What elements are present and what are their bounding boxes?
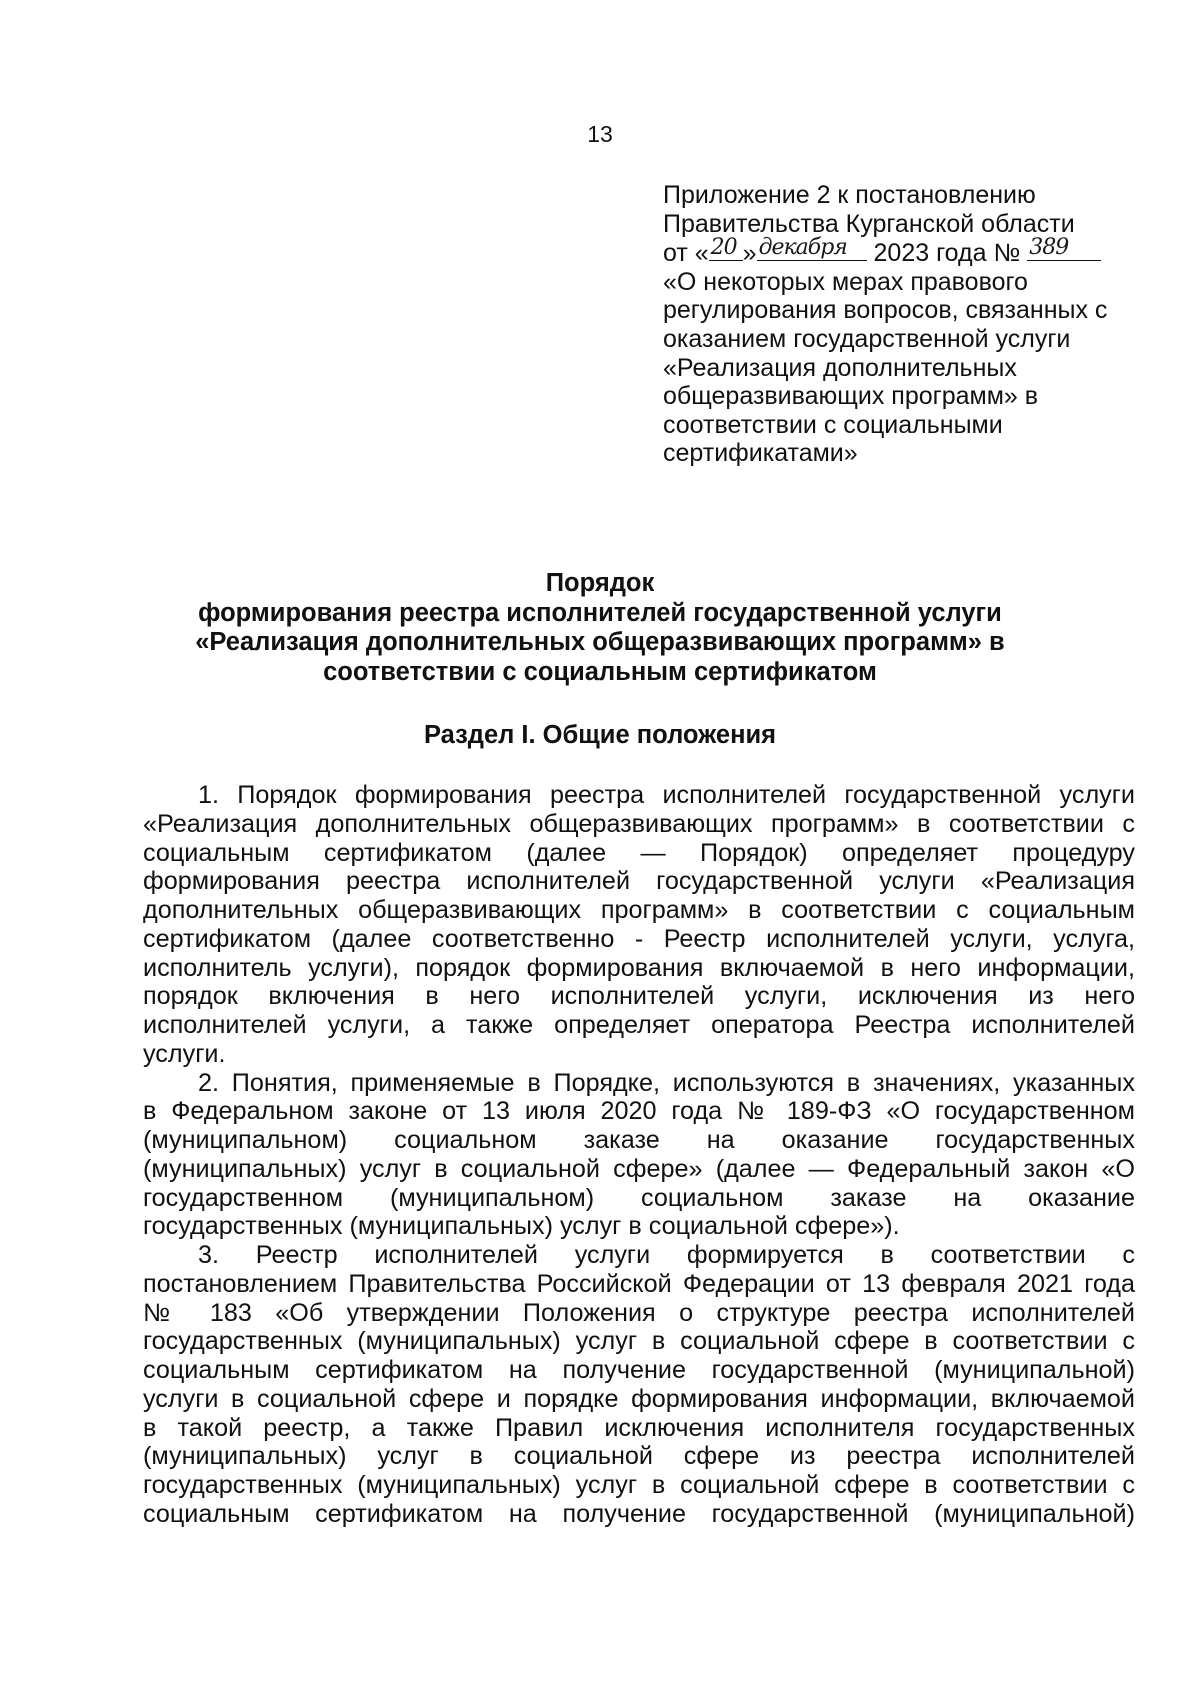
date-month-blank xyxy=(757,235,867,261)
title-line-1: Порядок xyxy=(545,569,655,597)
appendix-line-4: «О некоторых мерах правового xyxy=(663,267,1028,296)
paragraph-line: (муниципальном) социальном заказе на оказание государственных xyxy=(143,1126,1135,1154)
paragraph-line: исполнитель услуги), порядок формирования включаемой в него информации, xyxy=(143,953,1135,982)
paragraph-line: услуги. xyxy=(143,1039,226,1068)
appendix-line-5: регулирования вопросов, связанных с xyxy=(663,296,1108,325)
date-day-blank xyxy=(709,235,743,261)
handwritten-day: 20 xyxy=(710,235,737,261)
appendix-line-10: сертификатами» xyxy=(663,439,858,468)
paragraph-line: социальным сертификатом на получение государственной (муниципальной) xyxy=(143,1356,1135,1384)
paragraph-2 xyxy=(143,1069,1135,1242)
paragraph-line: 2. Понятия, применяемые в Порядке, используются в значениях, указанных xyxy=(198,1068,1135,1097)
body-text xyxy=(143,781,1135,1529)
section-heading: Раздел I. Общие положения xyxy=(423,721,777,749)
paragraph-line: постановлением Правительства Российской Федерации от 13 февраля 2021 года xyxy=(143,1269,1135,1298)
paragraph-line: дополнительных общеразвивающих программ» в соответствии с социальным xyxy=(143,896,1135,924)
paragraph-line: порядок включения в него исполнителей услуги, исключения из него xyxy=(143,982,1135,1011)
appendix-line-2: Правительства Курганской области xyxy=(663,209,1075,238)
paragraph-3 xyxy=(143,1241,1135,1529)
appendix-line-6: оказанием государственной услуги xyxy=(663,324,1071,353)
paragraph-line: 3. Реестр исполнителей услуги формируется в соответствии с xyxy=(198,1241,1135,1269)
date-mid: » xyxy=(742,239,757,268)
paragraph-line: сертификатом (далее соответственно - Реестр исполнителей услуги, услуга, xyxy=(143,924,1135,953)
paragraph-line: социальным сертификатом (далее — Порядок) определяет процедуру xyxy=(143,838,1135,867)
appendix-date-line xyxy=(663,235,1163,268)
appendix-header xyxy=(663,181,1163,468)
paragraph-line: социальным сертификатом на получение государственной (муниципальной) xyxy=(143,1499,1135,1528)
paragraph-line: «Реализация дополнительных общеразвивающих программ» в соответствии с xyxy=(143,809,1135,838)
appendix-line-9: соответствии с социальными xyxy=(663,410,1003,439)
paragraph-line: государственном (муниципальном) социальном заказе на оказание xyxy=(143,1183,1135,1212)
title-line-2: формирования реестра исполнителей государственной услуги xyxy=(198,598,1002,627)
paragraph-line: государственных (муниципальных) услуг в социальной сфере в соответствии с xyxy=(143,1471,1135,1499)
paragraph-line: № 183 «Об утверждении Положения о структуре реестра исполнителей xyxy=(143,1298,1135,1327)
paragraph-line: в Федеральном законе от 13 июля 2020 года № 189-ФЗ «О государственном xyxy=(143,1097,1135,1126)
handwritten-doc-number: 389 xyxy=(1029,235,1069,261)
document-title xyxy=(100,569,1100,687)
paragraph-1 xyxy=(143,781,1135,1069)
appendix-line-1: Приложение 2 к постановлению xyxy=(663,181,1036,209)
doc-number-blank xyxy=(1027,235,1101,261)
page-number: 13 xyxy=(587,121,613,147)
paragraph-line: услуги в социальной сфере и порядке формирования информации, включаемой xyxy=(143,1384,1135,1413)
appendix-line-8: общеразвивающих программ» в xyxy=(663,382,1039,411)
date-prefix: от « xyxy=(663,239,709,268)
title-line-3: «Реализация дополнительных общеразвивающих программ» в xyxy=(195,628,1005,656)
paragraph-line: государственных (муниципальных) услуг в социальной сфере в соответствии с xyxy=(143,1327,1135,1356)
paragraph-line: государственных (муниципальных) услуг в социальной сфере»). xyxy=(143,1212,900,1241)
paragraph-line: в такой реестр, а также Правил исключения исполнителя государственных xyxy=(143,1413,1135,1442)
paragraph-line: (муниципальных) услуг в социальной сфере из реестра исполнителей xyxy=(143,1442,1135,1471)
date-year: 2023 года № xyxy=(873,239,1021,268)
paragraph-line: формирования реестра исполнителей государственной услуги «Реализация xyxy=(143,867,1135,896)
appendix-line-7: «Реализация дополнительных xyxy=(663,353,1017,382)
handwritten-month: декабря xyxy=(758,235,847,261)
title-line-4: соответствии с социальным сертификатом xyxy=(323,657,877,686)
paragraph-line: 1. Порядок формирования реестра исполнителей государственной услуги xyxy=(198,781,1135,809)
paragraph-line: (муниципальных) услуг в социальной сфере» (далее — Федеральный закон «О xyxy=(143,1154,1135,1183)
paragraph-line: исполнителей услуги, а также определяет оператора Реестра исполнителей xyxy=(143,1011,1135,1039)
